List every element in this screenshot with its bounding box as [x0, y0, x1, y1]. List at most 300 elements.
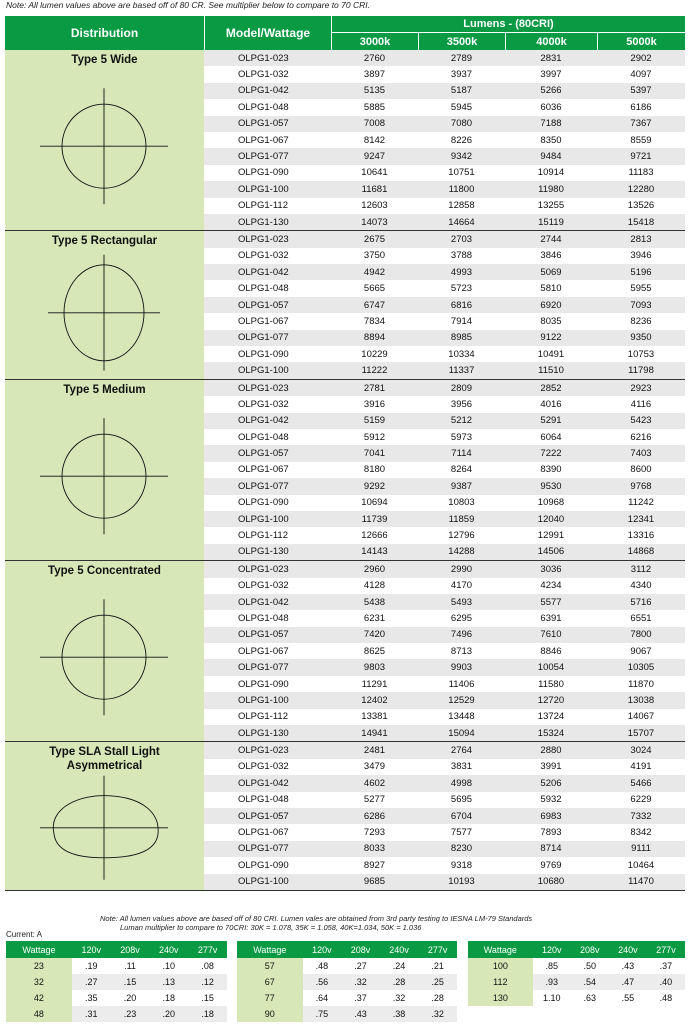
table-row: [468, 990, 685, 1006]
lumen-cell: 9769: [540, 859, 562, 871]
model-cell: OLPG1-057: [238, 810, 289, 822]
lumen-cell: 2789: [450, 52, 473, 64]
current-cell: .32: [341, 974, 380, 990]
model-cell: OLPG1-077: [238, 332, 289, 344]
lumen-cell: 4116: [630, 398, 652, 410]
lumen-cell: 9768: [630, 480, 652, 492]
current-cell: .23: [111, 1006, 150, 1022]
table-row: [204, 775, 685, 791]
model-cell: OLPG1-100: [238, 513, 289, 525]
current-cell: .38: [380, 1006, 419, 1022]
current-cell: .64: [303, 990, 342, 1006]
table-row: [237, 990, 457, 1006]
table-row: [204, 165, 685, 181]
lumen-cell: 10193: [448, 876, 475, 888]
lumen-cell: 8625: [363, 645, 386, 657]
lumen-cell: 8846: [540, 645, 562, 657]
top-note: Note: All lumen values above are based off of 80 CR. See multiplier below to compare to 70 CRI.: [6, 0, 370, 10]
lumen-cell: 10694: [361, 497, 388, 509]
table-row: [204, 709, 685, 725]
lumen-cell: 13038: [627, 694, 655, 706]
model-cell: OLPG1-100: [238, 694, 289, 706]
lumen-cell: 12341: [627, 513, 655, 525]
lumen-cell: 12040: [537, 513, 565, 525]
distribution-cell: [5, 231, 204, 379]
lumen-cell: 3788: [450, 250, 473, 262]
current-header-cell: 240v: [380, 941, 419, 958]
circle-crosshair-icon: [5, 561, 204, 741]
table-row: [204, 692, 685, 708]
lumen-cell: 14941: [361, 727, 388, 739]
lumen-cell: 5135: [363, 85, 386, 97]
current-cell: .21: [418, 958, 457, 974]
lumen-cell: 11470: [628, 876, 654, 888]
lumen-cell: 7041: [363, 448, 386, 460]
current-cell: .93: [533, 974, 571, 990]
lumen-cell: 14067: [627, 711, 655, 723]
model-cell: OLPG1-048: [238, 283, 289, 295]
lumen-cell: 7834: [363, 315, 386, 327]
table-row: [204, 346, 685, 362]
lumen-cell: 10968: [537, 497, 565, 509]
lumen-cell: 11222: [361, 365, 388, 377]
circle-crosshair-icon: [5, 50, 204, 230]
table-row: [204, 66, 685, 82]
lumen-cell: 14143: [361, 546, 388, 558]
lumen-cell: 7222: [540, 448, 562, 460]
table-row: [204, 396, 685, 412]
table-row: [204, 643, 685, 659]
lumen-cell: 8035: [540, 315, 562, 327]
current-header-row: [468, 941, 685, 958]
lumen-cell: 14868: [627, 546, 655, 558]
lumen-cell: 10305: [627, 662, 655, 674]
lumen-cell: 6704: [450, 810, 473, 822]
current-cell: .15: [111, 974, 150, 990]
lumen-cell: 2703: [450, 233, 473, 245]
lumen-cell: 3036: [540, 563, 562, 575]
model-cell: OLPG1-100: [238, 365, 289, 377]
lumen-cell: 9292: [363, 480, 386, 492]
ellipse-crosshair-icon: [5, 231, 204, 379]
table-row: [204, 511, 685, 527]
current-cell: .24: [380, 958, 419, 974]
current-cell: .25: [418, 974, 457, 990]
lumen-cell: 2764: [450, 745, 473, 757]
model-cell: OLPG1-057: [238, 118, 289, 130]
lumen-cell: 14288: [448, 546, 475, 558]
distribution-cell: [5, 561, 204, 741]
current-header-cell: 240v: [149, 941, 188, 958]
table-row: [204, 214, 685, 230]
lumen-cell: 12796: [448, 530, 475, 542]
model-header: Model/Wattage: [204, 16, 331, 50]
table-row: [204, 742, 685, 758]
current-cell: .11: [111, 958, 150, 974]
lumen-cell: 9387: [450, 480, 473, 492]
model-cell: OLPG1-042: [238, 777, 289, 789]
model-rows: [204, 231, 685, 379]
model-cell: OLPG1-023: [238, 382, 289, 394]
lumen-cell: 10054: [537, 662, 565, 674]
table-row: [204, 561, 685, 577]
model-cell: OLPG1-090: [238, 497, 289, 509]
current-cell: .32: [380, 990, 419, 1006]
model-cell: OLPG1-032: [238, 761, 289, 773]
current-header-cell: 208v: [571, 941, 609, 958]
table-row: [204, 824, 685, 840]
model-cell: OLPG1-130: [238, 546, 289, 558]
model-rows: [204, 380, 685, 560]
lumens-header: Lumens - (80CRI): [331, 16, 685, 33]
lumen-cell: 8714: [540, 843, 562, 855]
lumen-cell: 11798: [628, 365, 654, 377]
current-cell: .13: [149, 974, 188, 990]
lumen-cell: 8230: [450, 843, 473, 855]
lumen-cell: 7800: [630, 629, 652, 641]
current-header-cell: 240v: [609, 941, 647, 958]
table-row: [6, 958, 227, 974]
distribution-groups: [5, 50, 685, 891]
table-row: [204, 313, 685, 329]
lumen-cell: 8559: [630, 134, 652, 146]
lumen-cell: 5397: [630, 85, 652, 97]
lumen-cell: 8894: [363, 332, 386, 344]
current-cell: .37: [341, 990, 380, 1006]
model-cell: OLPG1-057: [238, 629, 289, 641]
current-header-cell: 277v: [647, 941, 685, 958]
table-header: [5, 16, 685, 50]
lumen-cell: 15418: [627, 216, 655, 228]
table-row: [204, 857, 685, 873]
lumen-cell: 12991: [537, 530, 565, 542]
current-cell: .40: [647, 974, 685, 990]
model-cell: OLPG1-067: [238, 134, 289, 146]
model-cell: OLPG1-067: [238, 645, 289, 657]
table-row: [468, 974, 685, 990]
lumen-cell: 6391: [540, 612, 562, 624]
wattage-cell: 130: [468, 990, 533, 1006]
model-cell: OLPG1-032: [238, 69, 289, 81]
lumen-cell: 2880: [540, 745, 562, 757]
lumen-cell: 9350: [630, 332, 652, 344]
lumen-cell: 5912: [363, 431, 386, 443]
table-row: [204, 429, 685, 445]
distribution-group: [5, 742, 685, 891]
model-cell: OLPG1-090: [238, 678, 289, 690]
lumen-cell: 5493: [450, 596, 473, 608]
lumen-cell: 10751: [448, 167, 475, 179]
current-header-cell: 277v: [188, 941, 227, 958]
lumen-cell: 14664: [448, 216, 475, 228]
distribution-cell: [5, 50, 204, 230]
lumen-cell: 6186: [630, 101, 652, 113]
table-row: [237, 974, 457, 990]
current-cell: .31: [72, 1006, 111, 1022]
lumen-cell: 8985: [450, 332, 473, 344]
lumen-cell: 2902: [630, 52, 652, 64]
current-cell: .20: [111, 990, 150, 1006]
current-cell: .10: [149, 958, 188, 974]
table-row: [204, 725, 685, 741]
lumen-cell: 4128: [363, 580, 386, 592]
current-header-cell: Wattage: [6, 941, 72, 958]
model-cell: OLPG1-077: [238, 151, 289, 163]
current-cell: .48: [303, 958, 342, 974]
current-cell: .48: [647, 990, 685, 1006]
lumen-cell: 2990: [450, 563, 473, 575]
current-cell: .12: [188, 974, 227, 990]
table-row: [204, 198, 685, 214]
lumen-cell: 2960: [363, 563, 386, 575]
table-row: [204, 132, 685, 148]
current-cell: .18: [149, 990, 188, 1006]
lumen-cell: 4942: [363, 266, 386, 278]
distribution-group: [5, 50, 685, 231]
lumen-cell: 12666: [361, 530, 388, 542]
lumen-cell: 12529: [448, 694, 475, 706]
table-row: [204, 116, 685, 132]
lumen-cell: 6920: [540, 299, 562, 311]
lumen-cell: 10641: [361, 167, 388, 179]
lumen-cell: 7080: [450, 118, 473, 130]
wattage-cell: 90: [237, 1006, 303, 1022]
model-cell: OLPG1-023: [238, 52, 289, 64]
lumen-cell: 2675: [363, 233, 386, 245]
lumen-cell: 3997: [540, 69, 562, 81]
current-header-cell: Wattage: [237, 941, 303, 958]
lumen-cell: 9111: [631, 843, 651, 855]
lumen-cell: 9067: [630, 645, 652, 657]
distribution-title: Type 5 Rectangular: [51, 235, 158, 248]
model-cell: OLPG1-130: [238, 727, 289, 739]
table-row: [6, 990, 227, 1006]
wattage-cell: 100: [468, 958, 533, 974]
lumen-cell: 5291: [540, 415, 562, 427]
lumen-cell: 13381: [361, 711, 388, 723]
lumen-cell: 3956: [450, 398, 473, 410]
lumen-cell: 6229: [630, 794, 652, 806]
lumen-cell: 10229: [361, 348, 388, 360]
lumen-cell: 13724: [537, 711, 565, 723]
lumen-cell: 6036: [540, 101, 562, 113]
current-cell: .27: [341, 958, 380, 974]
lumen-cell: 7914: [450, 315, 473, 327]
table-row: [204, 181, 685, 197]
current-cell: .85: [533, 958, 571, 974]
lumen-cell: 15324: [537, 727, 565, 739]
model-cell: OLPG1-057: [238, 299, 289, 311]
lumen-cell: 3112: [630, 563, 652, 575]
lumen-cell: 2744: [540, 233, 562, 245]
current-table-1: [6, 941, 227, 1022]
lumen-cell: 8390: [540, 464, 562, 476]
model-cell: OLPG1-032: [238, 580, 289, 592]
lumen-cell: 13448: [448, 711, 475, 723]
lumen-cell: 13255: [537, 200, 565, 212]
lumen-cell: 3946: [630, 250, 652, 262]
lumen-cell: 4340: [630, 580, 652, 592]
current-cell: .15: [188, 990, 227, 1006]
bottom-note-line-1: Note: All lumen values above are based off of 80 CRI. Lumen vales are obtained from 3rd party testing to IESNA LM-79 Standards: [100, 914, 533, 923]
lumen-cell: 9530: [540, 480, 562, 492]
lumen-cell: 13316: [627, 530, 655, 542]
current-header-row: [6, 941, 227, 958]
model-cell: OLPG1-042: [238, 415, 289, 427]
lumen-cell: 6295: [450, 612, 473, 624]
wattage-cell: 77: [237, 990, 303, 1006]
model-cell: OLPG1-130: [238, 216, 289, 228]
table-row: [204, 627, 685, 643]
lumen-cell: 5466: [630, 777, 652, 789]
table-row: [204, 380, 685, 396]
distribution-group: [5, 561, 685, 742]
lumen-cell: 5069: [540, 266, 562, 278]
current-cell: .20: [149, 1006, 188, 1022]
model-cell: OLPG1-100: [238, 876, 289, 888]
lumen-cell: 4191: [630, 761, 652, 773]
lumen-cell: 4993: [450, 266, 473, 278]
lumen-cell: 10491: [537, 348, 565, 360]
lumen-cell: 4016: [540, 398, 562, 410]
table-row: [204, 841, 685, 857]
lumen-cell: 5159: [363, 415, 386, 427]
model-cell: OLPG1-067: [238, 827, 289, 839]
lumen-cell: 9247: [363, 151, 386, 163]
lumen-cell: 2760: [363, 52, 386, 64]
lumen-cell: 6551: [630, 612, 652, 624]
current-table-2: [237, 941, 457, 1022]
current-header-cell: 120v: [303, 941, 342, 958]
lumen-cell: 7367: [630, 118, 652, 130]
lumen-cell: 3846: [540, 250, 562, 262]
current-header-cell: 120v: [72, 941, 111, 958]
lumen-cell: 4234: [540, 580, 562, 592]
lumen-cell: 6064: [540, 431, 562, 443]
lumen-cell: 11337: [448, 365, 475, 377]
distribution-header: Distribution: [5, 16, 204, 50]
wattage-cell: 48: [6, 1006, 72, 1022]
current-header-cell: 208v: [341, 941, 380, 958]
lumen-cell: 6747: [363, 299, 386, 311]
lumen-cell: 10680: [537, 876, 565, 888]
lumen-cell: 5955: [630, 283, 652, 295]
lumen-cell: 11859: [448, 513, 475, 525]
table-row: [204, 362, 685, 378]
table-row: [204, 659, 685, 675]
lumen-cell: 2813: [630, 233, 652, 245]
lumen-cell: 5438: [363, 596, 386, 608]
lumen-cell: 5973: [450, 431, 473, 443]
lumen-cell: 3991: [540, 761, 562, 773]
lumen-cell: 8236: [630, 315, 652, 327]
lumen-cell: 5885: [363, 101, 386, 113]
model-cell: OLPG1-100: [238, 183, 289, 195]
lumen-cell: 2923: [630, 382, 652, 394]
lumen-cell: 10334: [448, 348, 475, 360]
lumen-cell: 14506: [537, 546, 565, 558]
lumen-cell: 3750: [363, 250, 386, 262]
lumen-cell: 7577: [450, 827, 473, 839]
distribution-title: Type 5 Wide: [71, 54, 138, 66]
table-row: [204, 248, 685, 264]
table-row: [204, 297, 685, 313]
model-cell: OLPG1-112: [238, 530, 288, 542]
wattage-cell: 112: [468, 974, 533, 990]
distribution-cell: [5, 380, 204, 560]
lumen-cell: 5723: [450, 283, 473, 295]
current-cell: .18: [188, 1006, 227, 1022]
lumen-cell: 7332: [630, 810, 652, 822]
table-row: [204, 792, 685, 808]
table-row: [204, 544, 685, 560]
table-row: [204, 594, 685, 610]
lumen-cell: 6231: [363, 612, 386, 624]
table-row: [204, 676, 685, 692]
lumen-cell: 4998: [450, 777, 473, 789]
lumen-cell: 7403: [630, 448, 652, 460]
current-header-cell: 120v: [533, 941, 571, 958]
current-cell: .47: [609, 974, 647, 990]
lumen-cell: 11980: [538, 183, 564, 195]
lumen-cell: 5716: [630, 596, 652, 608]
table-row: [204, 527, 685, 543]
lumen-cell: 6216: [630, 431, 652, 443]
lumen-cell: 11681: [361, 183, 388, 195]
lumen-cell: 11406: [448, 678, 475, 690]
lumen-cell: 5206: [540, 777, 562, 789]
lumen-cell: 5577: [540, 596, 562, 608]
lumen-cell: 5212: [450, 415, 473, 427]
lumen-cell: 9122: [540, 332, 562, 344]
lumen-cell: 7114: [451, 448, 472, 460]
distribution-group: [5, 380, 685, 561]
wattage-cell: 32: [6, 974, 72, 990]
lumen-cell: 2831: [540, 52, 562, 64]
model-rows: [204, 50, 685, 230]
lumen-cell: 8226: [450, 134, 473, 146]
lumen-cell: 4170: [450, 580, 473, 592]
lumen-cell: 8033: [363, 843, 386, 855]
model-cell: OLPG1-042: [238, 85, 289, 97]
table-row: [204, 610, 685, 626]
lumen-cell: 7893: [540, 827, 562, 839]
lumen-cell: 8600: [630, 464, 652, 476]
lumen-cell: 7188: [540, 118, 562, 130]
current-table-3: [468, 941, 685, 1006]
lumen-cell: 13526: [627, 200, 655, 212]
lumen-cell: 15119: [538, 216, 564, 228]
current-cell: .19: [72, 958, 111, 974]
table-row: [204, 578, 685, 594]
lumen-cell: 11510: [538, 365, 564, 377]
lumen-cell: 5695: [450, 794, 473, 806]
model-cell: OLPG1-032: [238, 398, 289, 410]
current-cell: .50: [571, 958, 609, 974]
lumen-cell: 15707: [627, 727, 655, 739]
lumen-cell: 9342: [450, 151, 473, 163]
lumen-cell: 7420: [363, 629, 386, 641]
table-row: [204, 280, 685, 296]
table-row: [204, 413, 685, 429]
table-row: [6, 1006, 227, 1022]
lumen-cell: 12720: [537, 694, 565, 706]
lumen-cell: 5277: [363, 794, 386, 806]
bottom-note-line-2: Luman multiplier to compare to 70CRI: 30K = 1.078, 35K = 1.058, 40K=1.034, 50K = 1.036: [120, 923, 422, 932]
lumen-cell: 8180: [363, 464, 386, 476]
model-cell: OLPG1-077: [238, 480, 289, 492]
model-cell: OLPG1-067: [238, 464, 289, 476]
